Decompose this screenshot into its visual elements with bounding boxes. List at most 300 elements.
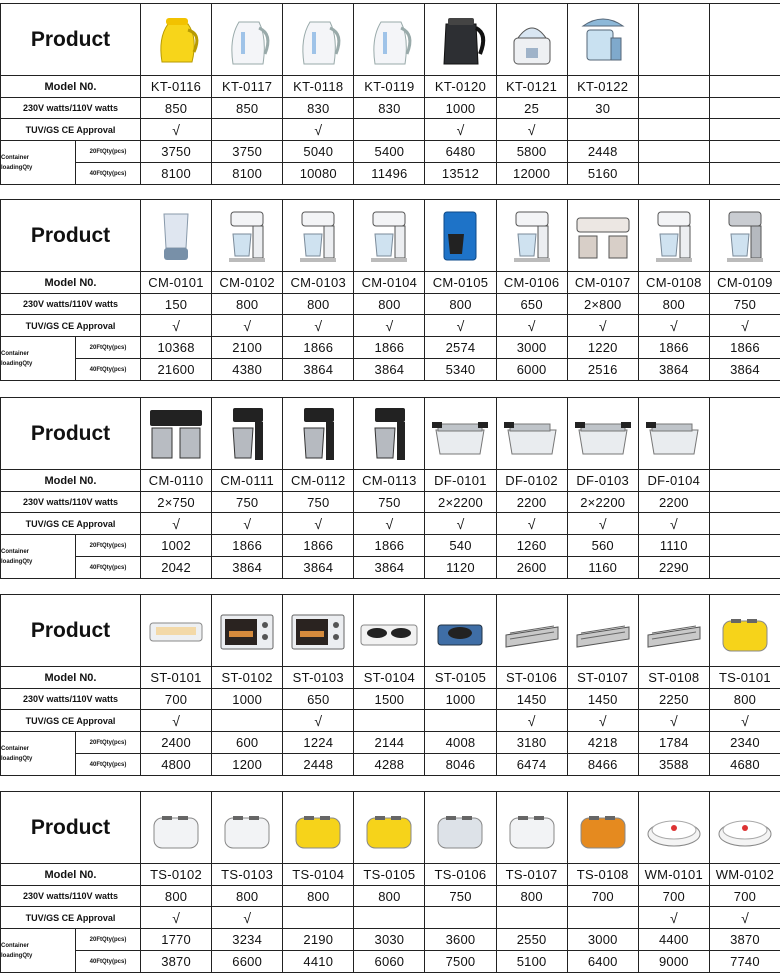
- model-label: Model N0.: [1, 470, 141, 492]
- product-image-cell: [212, 200, 283, 272]
- product-image: [642, 402, 706, 466]
- qty20-value: 4400: [638, 929, 709, 951]
- qty20-label: 20FtQty(pcs): [76, 535, 141, 557]
- model-number: KT-0122: [567, 76, 638, 98]
- product-image-cell: [354, 200, 425, 272]
- product-image-cell: [283, 595, 354, 667]
- qty20-value: 3870: [709, 929, 780, 951]
- approval-check: [567, 119, 638, 141]
- model-number: TS-0103: [212, 864, 283, 886]
- qty40-value: 3864: [283, 557, 354, 579]
- approval-check: √: [638, 907, 709, 929]
- product-image: [286, 599, 350, 663]
- product-image: [357, 599, 421, 663]
- container-label: [1, 732, 76, 776]
- qty20-value: 1866: [638, 337, 709, 359]
- watts-value: 800: [354, 886, 425, 907]
- qty20-label: 20FtQty(pcs): [76, 337, 141, 359]
- product-image-cell: [638, 595, 709, 667]
- model-number: CM-0102: [212, 272, 283, 294]
- qty40-value: 2516: [567, 359, 638, 381]
- loading-qty-text: loadingQty: [1, 952, 33, 959]
- model-label: Model N0.: [1, 272, 141, 294]
- watts-label: 230V watts/110V watts: [1, 294, 141, 315]
- watts-value: 2×800: [567, 294, 638, 315]
- watts-value: 800: [638, 294, 709, 315]
- approval-check: √: [496, 119, 567, 141]
- qty40-value: 8046: [425, 754, 496, 776]
- watts-value: 650: [496, 294, 567, 315]
- qty40-value: 5160: [567, 163, 638, 185]
- product-image: [713, 796, 777, 860]
- product-image: [713, 599, 777, 663]
- watts-value: 650: [283, 689, 354, 710]
- qty40-value: 7740: [709, 951, 780, 973]
- watts-value: [709, 492, 780, 513]
- product-image: [428, 796, 492, 860]
- watts-value: 750: [283, 492, 354, 513]
- spec-table: [0, 397, 780, 579]
- watts-value: [709, 98, 780, 119]
- qty40-value: 2042: [141, 557, 212, 579]
- watts-value: 800: [283, 294, 354, 315]
- qty20-value: 1866: [354, 337, 425, 359]
- watts-value: 30: [567, 98, 638, 119]
- product-image: [144, 402, 208, 466]
- watts-value: 800: [212, 294, 283, 315]
- approval-check: √: [141, 710, 212, 732]
- qty20-value: 1784: [638, 732, 709, 754]
- qty20-value: 3000: [567, 929, 638, 951]
- approval-check: √: [567, 315, 638, 337]
- watts-value: 2250: [638, 689, 709, 710]
- model-number: CM-0107: [567, 272, 638, 294]
- qty40-value: 11496: [354, 163, 425, 185]
- watts-value: 2200: [496, 492, 567, 513]
- model-number: [638, 76, 709, 98]
- loading-qty-text: loadingQty: [1, 558, 33, 565]
- qty40-value: [638, 163, 709, 185]
- watts-value: 1450: [567, 689, 638, 710]
- qty40-value: 3864: [709, 359, 780, 381]
- qty40-label: 40FtQty(pcs): [76, 951, 141, 973]
- qty20-value: 3750: [141, 141, 212, 163]
- spec-table: [0, 199, 780, 381]
- qty40-value: 6000: [496, 359, 567, 381]
- watts-value: 800: [709, 689, 780, 710]
- qty40-value: 5340: [425, 359, 496, 381]
- qty20-value: 2144: [354, 732, 425, 754]
- product-image: [357, 204, 421, 268]
- qty20-value: 3600: [425, 929, 496, 951]
- product-image-cell: [638, 398, 709, 470]
- model-number: KT-0120: [425, 76, 496, 98]
- model-number: DF-0103: [567, 470, 638, 492]
- qty20-value: 560: [567, 535, 638, 557]
- qty20-value: 5400: [354, 141, 425, 163]
- product-heading: Product: [1, 4, 141, 76]
- qty20-value: 1866: [283, 337, 354, 359]
- product-image-cell: [567, 200, 638, 272]
- model-number: CM-0101: [141, 272, 212, 294]
- approval-check: √: [212, 315, 283, 337]
- model-number: CM-0111: [212, 470, 283, 492]
- approval-check: √: [638, 513, 709, 535]
- product-image: [428, 402, 492, 466]
- model-number: TS-0106: [425, 864, 496, 886]
- product-image: [144, 204, 208, 268]
- watts-value: 1000: [212, 689, 283, 710]
- approval-check: [354, 710, 425, 732]
- qty20-value: 2190: [283, 929, 354, 951]
- container-text: Container: [1, 745, 30, 752]
- watts-value: 800: [283, 886, 354, 907]
- watts-value: 830: [354, 98, 425, 119]
- qty40-value: 4380: [212, 359, 283, 381]
- product-image-cell: [283, 398, 354, 470]
- approval-check: √: [212, 907, 283, 929]
- product-image-cell: [425, 595, 496, 667]
- qty40-value: 2448: [283, 754, 354, 776]
- qty20-value: 1866: [283, 535, 354, 557]
- model-number: ST-0105: [425, 667, 496, 689]
- qty20-value: 1866: [709, 337, 780, 359]
- product-image: [286, 8, 350, 72]
- model-number: KT-0116: [141, 76, 212, 98]
- approval-check: √: [283, 513, 354, 535]
- qty40-value: 6060: [354, 951, 425, 973]
- product-image-cell: [141, 595, 212, 667]
- qty40-label: 40FtQty(pcs): [76, 359, 141, 381]
- product-image-cell: [141, 4, 212, 76]
- approval-check: [425, 907, 496, 929]
- qty40-value: 4800: [141, 754, 212, 776]
- product-image-cell: [709, 4, 780, 76]
- approval-check: √: [141, 907, 212, 929]
- qty20-value: 3180: [496, 732, 567, 754]
- model-number: CM-0106: [496, 272, 567, 294]
- approval-check: √: [709, 315, 780, 337]
- product-image: [500, 599, 564, 663]
- product-image: [286, 402, 350, 466]
- product-image: [215, 8, 279, 72]
- qty40-value: 3864: [212, 557, 283, 579]
- qty40-value: 12000: [496, 163, 567, 185]
- model-number: ST-0104: [354, 667, 425, 689]
- qty40-value: 6600: [212, 951, 283, 973]
- qty40-value: 1120: [425, 557, 496, 579]
- container-text: Container: [1, 154, 30, 161]
- qty40-value: [709, 557, 780, 579]
- model-number: TS-0107: [496, 864, 567, 886]
- watts-value: 700: [141, 689, 212, 710]
- watts-value: 1000: [425, 98, 496, 119]
- qty20-value: 4008: [425, 732, 496, 754]
- product-image: [357, 402, 421, 466]
- approval-check: √: [638, 315, 709, 337]
- model-number: ST-0103: [283, 667, 354, 689]
- approval-label: TUV/GS CE Approval: [1, 513, 141, 535]
- approval-check: √: [709, 710, 780, 732]
- approval-check: [496, 907, 567, 929]
- spec-table: [0, 594, 780, 776]
- qty20-value: 5800: [496, 141, 567, 163]
- product-image-cell: [212, 595, 283, 667]
- approval-check: √: [638, 710, 709, 732]
- approval-check: √: [496, 315, 567, 337]
- qty20-value: 2100: [212, 337, 283, 359]
- product-image-cell: [354, 595, 425, 667]
- model-number: ST-0108: [638, 667, 709, 689]
- qty20-value: 3000: [496, 337, 567, 359]
- watts-value: 800: [354, 294, 425, 315]
- qty40-value: 1200: [212, 754, 283, 776]
- product-image: [215, 402, 279, 466]
- watts-value: 1000: [425, 689, 496, 710]
- qty40-value: 13512: [425, 163, 496, 185]
- product-heading: Product: [1, 398, 141, 470]
- qty40-value: 3588: [638, 754, 709, 776]
- watts-label: 230V watts/110V watts: [1, 886, 141, 907]
- qty40-value: 10080: [283, 163, 354, 185]
- watts-value: 1500: [354, 689, 425, 710]
- container-text: Container: [1, 942, 30, 949]
- qty20-value: 2550: [496, 929, 567, 951]
- model-number: TS-0102: [141, 864, 212, 886]
- product-image: [571, 796, 635, 860]
- qty40-label: 40FtQty(pcs): [76, 557, 141, 579]
- approval-check: [354, 119, 425, 141]
- watts-value: 830: [283, 98, 354, 119]
- container-label: [1, 337, 76, 381]
- qty40-value: 2290: [638, 557, 709, 579]
- qty20-value: 6480: [425, 141, 496, 163]
- watts-value: 700: [638, 886, 709, 907]
- approval-check: √: [141, 119, 212, 141]
- product-image: [215, 599, 279, 663]
- product-image-cell: [425, 792, 496, 864]
- qty40-value: 6400: [567, 951, 638, 973]
- qty40-value: 21600: [141, 359, 212, 381]
- watts-value: 150: [141, 294, 212, 315]
- approval-check: √: [567, 513, 638, 535]
- qty20-value: [709, 141, 780, 163]
- product-section: [0, 397, 780, 579]
- product-image: [357, 796, 421, 860]
- model-number: CM-0108: [638, 272, 709, 294]
- product-heading: Product: [1, 792, 141, 864]
- product-image: [500, 796, 564, 860]
- qty40-value: 4410: [283, 951, 354, 973]
- approval-check: [354, 907, 425, 929]
- product-image-cell: [567, 595, 638, 667]
- product-image-cell: [141, 398, 212, 470]
- approval-check: √: [283, 119, 354, 141]
- product-image: [144, 796, 208, 860]
- qty20-value: [638, 141, 709, 163]
- product-image-cell: [354, 4, 425, 76]
- approval-check: √: [496, 513, 567, 535]
- product-heading: Product: [1, 200, 141, 272]
- watts-value: 750: [354, 492, 425, 513]
- approval-check: √: [425, 513, 496, 535]
- qty20-value: 10368: [141, 337, 212, 359]
- product-image: [500, 402, 564, 466]
- approval-check: [709, 513, 780, 535]
- approval-check: √: [425, 119, 496, 141]
- product-image-cell: [496, 200, 567, 272]
- model-number: DF-0104: [638, 470, 709, 492]
- qty20-value: 1260: [496, 535, 567, 557]
- product-image-cell: [567, 398, 638, 470]
- qty40-value: 8100: [141, 163, 212, 185]
- approval-check: √: [141, 513, 212, 535]
- spec-table: [0, 3, 780, 185]
- model-label: Model N0.: [1, 667, 141, 689]
- product-image-cell: [496, 792, 567, 864]
- approval-check: [425, 710, 496, 732]
- qty20-value: 2340: [709, 732, 780, 754]
- qty20-value: [709, 535, 780, 557]
- product-image: [713, 204, 777, 268]
- product-image-cell: [496, 398, 567, 470]
- approval-check: [709, 119, 780, 141]
- product-image: [642, 599, 706, 663]
- qty20-value: 1866: [212, 535, 283, 557]
- qty40-label: 40FtQty(pcs): [76, 754, 141, 776]
- approval-label: TUV/GS CE Approval: [1, 907, 141, 929]
- qty40-value: 6474: [496, 754, 567, 776]
- product-section: [0, 791, 780, 973]
- approval-check: √: [141, 315, 212, 337]
- qty20-value: 3030: [354, 929, 425, 951]
- qty20-value: 5040: [283, 141, 354, 163]
- product-image-cell: [283, 200, 354, 272]
- approval-check: √: [496, 710, 567, 732]
- qty40-value: 3864: [283, 359, 354, 381]
- watts-value: 2200: [638, 492, 709, 513]
- model-number: CM-0104: [354, 272, 425, 294]
- qty40-value: 5100: [496, 951, 567, 973]
- watts-value: 1450: [496, 689, 567, 710]
- product-image-cell: [425, 398, 496, 470]
- model-number: TS-0108: [567, 864, 638, 886]
- model-number: CM-0103: [283, 272, 354, 294]
- product-image-cell: [425, 200, 496, 272]
- model-number: DF-0102: [496, 470, 567, 492]
- qty20-label: 20FtQty(pcs): [76, 929, 141, 951]
- model-number: TS-0101: [709, 667, 780, 689]
- product-image-cell: [212, 4, 283, 76]
- product-image-cell: [212, 792, 283, 864]
- model-number: CM-0113: [354, 470, 425, 492]
- product-image-cell: [212, 398, 283, 470]
- qty40-value: 3870: [141, 951, 212, 973]
- watts-label: 230V watts/110V watts: [1, 98, 141, 119]
- watts-label: 230V watts/110V watts: [1, 492, 141, 513]
- model-number: TS-0104: [283, 864, 354, 886]
- product-image: [428, 204, 492, 268]
- product-image-cell: [638, 200, 709, 272]
- model-label: Model N0.: [1, 76, 141, 98]
- model-number: ST-0107: [567, 667, 638, 689]
- product-image-cell: [638, 792, 709, 864]
- product-image: [144, 599, 208, 663]
- container-text: Container: [1, 350, 30, 357]
- watts-value: 850: [212, 98, 283, 119]
- loading-qty-text: loadingQty: [1, 755, 33, 762]
- qty20-value: 4218: [567, 732, 638, 754]
- qty20-value: 2574: [425, 337, 496, 359]
- product-image-cell: [496, 595, 567, 667]
- qty20-label: 20FtQty(pcs): [76, 141, 141, 163]
- qty40-value: 4288: [354, 754, 425, 776]
- watts-value: 2×2200: [567, 492, 638, 513]
- approval-check: [283, 907, 354, 929]
- model-number: TS-0105: [354, 864, 425, 886]
- model-number: KT-0121: [496, 76, 567, 98]
- approval-check: [638, 119, 709, 141]
- product-image-cell: [709, 398, 780, 470]
- watts-value: 800: [496, 886, 567, 907]
- watts-value: 800: [425, 294, 496, 315]
- model-number: KT-0117: [212, 76, 283, 98]
- qty20-value: 1224: [283, 732, 354, 754]
- product-image-cell: [567, 4, 638, 76]
- watts-value: 700: [567, 886, 638, 907]
- qty20-value: 1220: [567, 337, 638, 359]
- approval-check: √: [567, 710, 638, 732]
- qty20-value: 1110: [638, 535, 709, 557]
- qty40-value: 8100: [212, 163, 283, 185]
- container-text: Container: [1, 548, 30, 555]
- model-number: [709, 470, 780, 492]
- watts-label: 230V watts/110V watts: [1, 689, 141, 710]
- qty40-value: 4680: [709, 754, 780, 776]
- product-image: [642, 796, 706, 860]
- approval-check: √: [283, 315, 354, 337]
- watts-value: 700: [709, 886, 780, 907]
- product-image: [500, 8, 564, 72]
- product-image-cell: [354, 792, 425, 864]
- product-image-cell: [567, 792, 638, 864]
- qty20-value: 2448: [567, 141, 638, 163]
- model-number: CM-0112: [283, 470, 354, 492]
- watts-value: 2×2200: [425, 492, 496, 513]
- container-label: [1, 535, 76, 579]
- qty40-value: [709, 163, 780, 185]
- product-image-cell: [496, 4, 567, 76]
- approval-check: √: [283, 710, 354, 732]
- product-image: [571, 8, 635, 72]
- approval-check: √: [354, 513, 425, 535]
- model-number: WM-0102: [709, 864, 780, 886]
- approval-check: √: [425, 315, 496, 337]
- qty40-label: 40FtQty(pcs): [76, 163, 141, 185]
- model-number: DF-0101: [425, 470, 496, 492]
- qty20-label: 20FtQty(pcs): [76, 732, 141, 754]
- watts-value: 25: [496, 98, 567, 119]
- container-label: [1, 141, 76, 185]
- approval-label: TUV/GS CE Approval: [1, 710, 141, 732]
- product-image-cell: [638, 4, 709, 76]
- qty40-value: 9000: [638, 951, 709, 973]
- product-image: [428, 599, 492, 663]
- product-image: [357, 8, 421, 72]
- qty20-value: 1866: [354, 535, 425, 557]
- model-number: CM-0105: [425, 272, 496, 294]
- qty40-value: 3864: [354, 557, 425, 579]
